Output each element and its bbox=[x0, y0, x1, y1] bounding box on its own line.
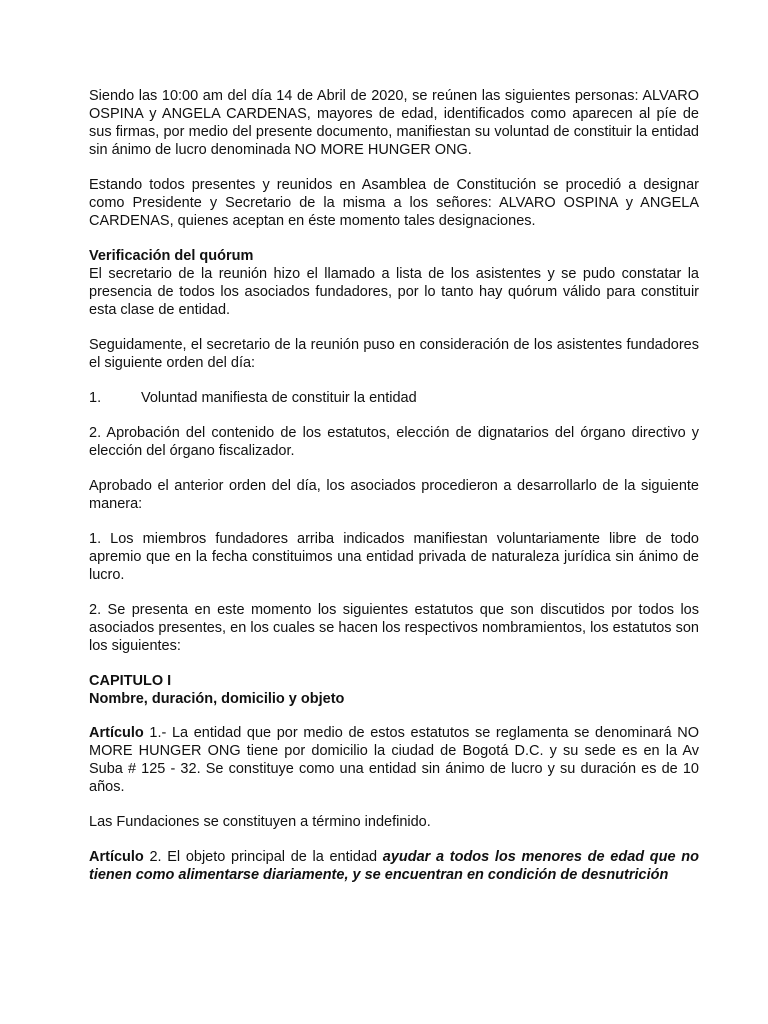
foundations-paragraph: Las Fundaciones se constituyen a término indefinido. bbox=[89, 814, 431, 830]
approved-paragraph: Aprobado el anterior orden del día, los asociados procedieron a desarrollarlo de la siguiente manera: bbox=[89, 478, 699, 512]
article-2 bbox=[89, 848, 699, 884]
article-2-text: 2. El objeto principal de la entidad bbox=[143, 849, 383, 865]
quorum-heading: Verificación del quórum bbox=[89, 248, 254, 264]
quorum-text: El secretario de la reunión hizo el llamado a lista de los asistentes y se pudo constatar la presencia de todos los asociados fundadores, por lo tanto hay quórum válido para constituir esta clase de entidad. bbox=[89, 266, 699, 318]
chapter-title: CAPITULO I bbox=[89, 673, 172, 689]
article-1 bbox=[89, 724, 699, 796]
agenda-item-1 bbox=[89, 389, 699, 407]
article-2-label: Artículo bbox=[89, 849, 144, 865]
agenda-item-1-number: 1. bbox=[89, 390, 102, 406]
development-item-1: 1. Los miembros fundadores arriba indicados manifiestan voluntariamente libre de todo apremio que en la fecha constituimos una entidad privada de naturaleza jurídica sin ánimo de lucro. bbox=[89, 531, 699, 583]
intro-paragraph: Siendo las 10:00 am del día 14 de Abril de 2020, se reúnen las siguientes personas: ALVARO OSPINA y ANGELA CARDENAS, mayores de edad, identificados como aparecen al píe de sus firmas, por medio del presente documento, manifiestan su voluntad de constituir la entidad sin ánimo de lucro denominada NO MORE HUNGER ONG. bbox=[89, 88, 699, 158]
article-1-label: Artículo bbox=[89, 725, 144, 741]
agenda-item-2: 2. Aprobación del contenido de los estatutos, elección de dignatarios del órgano directivo y elección del órgano fiscalizador. bbox=[89, 425, 699, 459]
assembly-paragraph: Estando todos presentes y reunidos en Asamblea de Constitución se procedió a designar como Presidente y Secretario de la misma a los señores: ALVARO OSPINA y ANGELA CARDENAS, quienes aceptan en éste momento tales designaciones. bbox=[89, 177, 699, 229]
article-2-objective: ayudar a todos los menores de edad que no tienen como alimentarse diariamente, y se encuentran en condición de desnutrición bbox=[89, 849, 699, 883]
document-page bbox=[89, 87, 699, 901]
quorum-section bbox=[89, 247, 699, 319]
agenda-item-1-text: Voluntad manifiesta de constituir la entidad bbox=[141, 390, 417, 406]
development-item-2: 2. Se presenta en este momento los siguientes estatutos que son discutidos por todos los asociados presentes, en los cuales se hacen los respectivos nombramientos, los estatutos son los siguientes: bbox=[89, 602, 699, 654]
chapter-heading bbox=[89, 672, 699, 708]
agenda-intro-paragraph: Seguidamente, el secretario de la reunión puso en consideración de los asistentes fundadores el siguiente orden del día: bbox=[89, 337, 699, 371]
chapter-subtitle: Nombre, duración, domicilio y objeto bbox=[89, 691, 345, 707]
article-1-text: 1.- La entidad que por medio de estos estatutos se reglamenta se denominará NO MORE HUNGER ONG tiene por domicilio la ciudad de Bogotá D.C. y su sede es en la Av Suba # 125 - 32. Se constituye como una entidad sin ánimo de lucro y su duración es de 10 años. bbox=[89, 725, 699, 795]
